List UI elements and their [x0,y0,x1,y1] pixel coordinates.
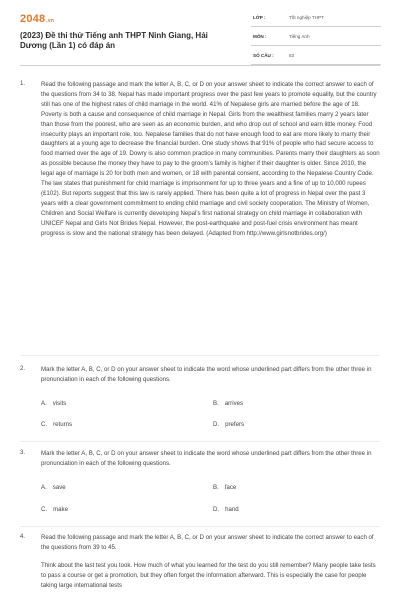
option-letter: A. [41,400,47,407]
paragraph-gap [41,553,380,561]
option-letter: C. [41,506,48,513]
option-letter: C. [41,421,48,428]
option-a[interactable] [41,484,66,491]
meta-row-subject [251,31,381,46]
option-a[interactable] [41,400,66,407]
option-text: arrives [224,400,244,407]
option-c[interactable] [41,506,68,513]
option-letter: A. [41,484,47,491]
question-text: Mark the letter A, B, C, or D on your answer sheet to indicate the word whose underlined part differs from the other three in pronunciation in each of the following questions. [41,450,372,467]
question-number: 4. [20,533,26,540]
meta-count-value: 53 [289,53,295,58]
logo-suffix: .vn [46,18,55,24]
option-text: make [53,506,68,513]
question-text: Mark the letter A, B, C, or D on your answer sheet to indicate the word whose underlined part differs from the other three in pronunciation in each of the following questions. [41,366,372,383]
meta-subject-value: Tiếng Anh [289,34,310,39]
option-d[interactable] [213,421,244,428]
question-body [41,533,380,591]
question-number: 3. [20,449,26,456]
option-letter: D. [213,421,220,428]
passage-text: Think about the last test you took. How much of what you learned for the test do you still remember? Many people take tests to pass a course or get a promotion, but they often forget the information afterward. This is especially the case for people taking large international tests [41,561,376,589]
option-letter: D. [213,506,220,513]
option-text: save [52,484,66,491]
meta-class-label: LỚP : [253,15,266,20]
meta-subject-label: MÔN : [253,34,267,39]
option-text: visits [52,400,67,407]
meta-count-label: SỐ CÂU : [253,53,274,58]
exam-meta-box [251,12,381,69]
question-number: 1. [20,80,26,87]
option-text: prefers [225,421,245,428]
header-divider [20,65,380,66]
question-divider [20,441,380,442]
option-d[interactable] [213,506,239,513]
question-text: Read the following passage and mark the letter A, B, C, or D on your answer sheet to indicate the correct answer to each of the questions from 39 to 45. [41,534,374,551]
site-logo[interactable] [20,13,54,25]
option-text: hand [225,506,239,513]
document-header [0,0,400,62]
meta-class-value: Tốt nghiệp THPT [289,15,324,20]
option-b[interactable] [213,484,236,491]
option-c[interactable] [41,421,72,428]
option-text: face [224,484,237,491]
question-divider [20,526,380,527]
question-divider [20,355,380,356]
question-number: 2. [20,365,26,372]
option-text: returns [53,421,73,428]
option-letter: B. [213,400,219,407]
logo-text: 2048 [20,13,46,25]
option-b[interactable] [213,400,243,407]
option-letter: B. [213,484,219,491]
meta-row-count [251,50,381,65]
document-title: (2023) Đề thi thử Tiếng anh THPT Ninh Giang, Hải Dương (Lần 1) có đáp án [20,31,208,50]
question-text: Read the following passage and mark the letter A, B, C, or D on your answer sheet to indicate the correct answer to each of the questions from 34 to 38. Nepal has made important progress over the past few years to promote equality, but the country still has one of the highest rates of child marriage in the world. 41% of Nepalese girls are married before the age of 18. Poverty is both a cause and consequence of child marriage in Nepal. Girls from the wealthiest families marry 2 years later than those from the poorest, who are seen as an economic burden, and who drop out of school and earn little money. Food insecurity plays an important role, too. Nepalese families that do not have enough food to eat are more likely to marry their daughters at a young age to decrease the financial burden. One study shows that 91% of people who had secure access to food married over the age of 19. Dowry is also common practice in many communities. Parents marry their daughters as soon as possible because the money they have to pay to the groom's family is higher if their daughter is older. Since 2010, the legal age of marriage is 20 for both men and women, or 18 with parental consent, according to the Nepalese Country Code. The law states that punishment for child marriage is imprisonment for up to three years and a fine of up to 10,000 rupees (£102). But reports suggest that this law is rarely applied. There has been quite a lot of progress in Nepal over the past 3 years with a clear government commitment to ending child marriage and civil society cooperation. The Ministry of Women, Children and Social Welfare is currently developing Nepal's first national strategy on child marriage in collaboration with UNICEF Nepal and Girls Not Brides Nepal. However, the post-earthquake and post-fuel crisis environment has meant progress is slow and the national strategy has been delayed. (Adapted from http://www.girlsnotbrides.org/) [41,81,380,237]
meta-row-class [251,12,381,27]
